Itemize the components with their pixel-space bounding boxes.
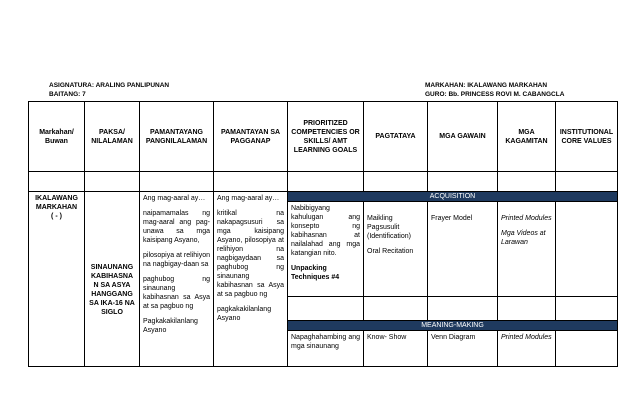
markahan-value: IKALAWANG MARKAHAN (35, 195, 78, 211)
spacer-row (29, 172, 618, 192)
col-competencies: PRIORITIZED COMPETENCIES OR SKILLS/ AMT LEARNING GOALS (288, 102, 364, 172)
empty-cell (364, 297, 428, 321)
acq-pagtataya-2: Oral Recitation (367, 248, 414, 255)
acq-competency-cell (288, 202, 364, 297)
meaning-making-band: MEANING-MAKING (288, 321, 618, 331)
empty-cell (498, 172, 556, 192)
empty-cell (428, 172, 498, 192)
guro-label: GURO: Bb. PRINCESS ROVI M. CABANGCLA (425, 91, 565, 98)
asignatura-label: ASIGNATURA: ARALING PANLIPUNAN (49, 82, 170, 89)
col-pamantayang-pangnilalaman: PAMANTAYANG PANGNILALAMAN (140, 102, 214, 172)
acq-pagtataya-cell (364, 202, 428, 297)
empty-cell (556, 172, 618, 192)
pagganap-text-2: pagkakakilanlang Asyano (217, 306, 272, 322)
empty-cell (29, 172, 85, 192)
empty-cell (288, 297, 364, 321)
pangnilalaman-cell (140, 192, 214, 367)
empty-cell (288, 172, 364, 192)
acq-gawain-text: Frayer Model (431, 215, 473, 222)
col-paksa: PAKSA/ NILALAMAN (85, 102, 140, 172)
col-core-values: INSTITUTIONAL CORE VALUES (556, 102, 618, 172)
acq-gawain-cell (428, 202, 498, 297)
mm-kagamitan-cell (498, 331, 556, 367)
acq-kagamitan-cell (498, 202, 556, 297)
empty-cell (85, 172, 140, 192)
mm-pagtataya-text: Know- Show (367, 334, 407, 341)
pagganap-text-1: kritikal na nakapagsusuri sa mga kaisipang Asyano, pilosopiya at relihiyon na nagbigaydaan sa paghubog ng sinaunang kabihasnan sa Asya at sa pagbuo ng (217, 210, 284, 298)
acq-competency-text: Nabibigyang kahulugan ang konsepto ng kabihasnan at nailalahad ang mga katangian nito. (291, 205, 360, 257)
empty-cell (428, 297, 498, 321)
acq-core-values-cell (556, 202, 618, 297)
curriculum-table (28, 101, 618, 367)
pangnilalaman-text-2: pilosopiya at relihiyon na nagbigay-daan sa (143, 252, 210, 268)
col-mga-kagamitan: MGA KAGAMITAN (498, 102, 556, 172)
pangnilalaman-text-4: Pagkakakilanlang Asyano (143, 318, 198, 334)
mm-competency-cell (288, 331, 364, 367)
paksa-cell (85, 192, 140, 367)
header-left (49, 81, 169, 99)
header-row (29, 102, 618, 172)
acq-competency-sub: Unpacking Techniques #4 (291, 265, 340, 281)
col-pamantayan-sa-pagganap: PAMANTAYAN SA PAGGANAP (214, 102, 288, 172)
empty-cell (140, 172, 214, 192)
markahan-label: MARKAHAN: IKALAWANG MARKAHAN (425, 82, 548, 89)
mm-kagamitan-text: Printed Modules (501, 334, 552, 341)
markahan-cell (29, 192, 85, 367)
col-markahan: Markahan/ Buwan (29, 102, 85, 172)
col-mga-gawain: MGA GAWAIN (428, 102, 498, 172)
acq-pagtataya-1: Maikling Pagsusulit (Identification) (367, 215, 411, 240)
buwan-value: ( - ) (51, 213, 62, 220)
pangnilalaman-text-1: naipamamalas ng mag-aaral ang pag-unawa sa mga kaisipang Asyano, (143, 210, 210, 244)
header-right (425, 81, 564, 99)
acquisition-band: ACQUISITION (288, 192, 618, 202)
pagganap-cell (214, 192, 288, 367)
mm-core-values-cell (556, 331, 618, 367)
paksa-value: SINAUNANG KABIHASNA N SA ASYA HANGGANG SA IKA-16 NA SIGLO (89, 264, 135, 316)
empty-cell (498, 297, 556, 321)
empty-cell (364, 172, 428, 192)
acq-kagamitan-1: Printed Modules (501, 215, 552, 222)
empty-cell (556, 297, 618, 321)
mm-gawain-text: Venn Diagram (431, 334, 476, 341)
mm-pagtataya-cell (364, 331, 428, 367)
acquisition-band-row (29, 192, 618, 202)
pagganap-intro: Ang mag-aaral ay… (217, 195, 280, 202)
empty-cell (214, 172, 288, 192)
baitang-label: BAITANG: 7 (49, 91, 86, 98)
col-pagtataya: PAGTATAYA (364, 102, 428, 172)
mm-competency-text: Napaghahambing ang mga sinaunang (291, 334, 360, 350)
pangnilalaman-text-3: paghubog ng sinaunang kabihasnan sa Asya at sa pagbuo ng (143, 276, 210, 310)
acq-kagamitan-2: Mga Videos at Larawan (501, 230, 546, 246)
mm-gawain-cell (428, 331, 498, 367)
pangnilalaman-intro: Ang mag-aaral ay… (143, 195, 206, 202)
